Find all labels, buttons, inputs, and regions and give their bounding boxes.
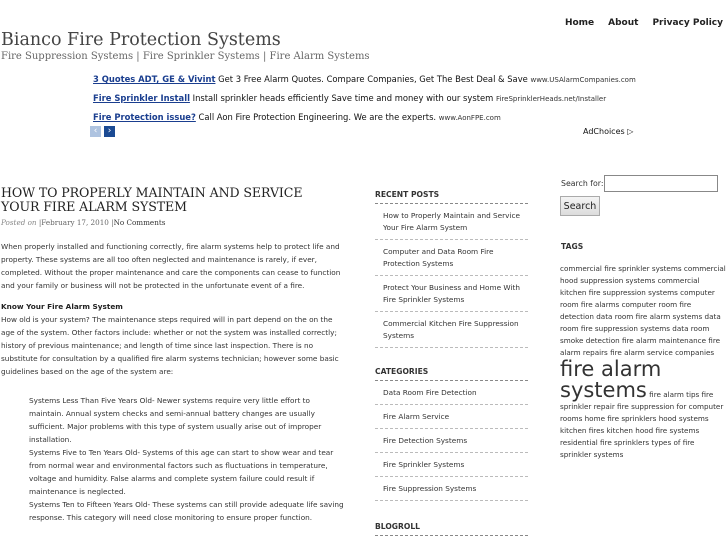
comments-link[interactable]: No Comments <box>113 218 166 227</box>
tag-links[interactable]: fire alarm tips fire sprinkler repair fire suppression for computer rooms home fire sprinklers hood systems kitchen fires kitchen hood fire systems residential fire sprinklers types of fire sprinkler systems <box>560 390 724 459</box>
separator: | <box>38 218 42 227</box>
posted-on-label: Posted on <box>1 218 37 227</box>
recent-post-link[interactable]: Computer and Data Room Fire Protection Systems <box>375 240 528 276</box>
recent-post-link[interactable]: Protect Your Business and Home With Fire Sprinkler Systems <box>375 276 528 312</box>
category-link[interactable]: Fire Detection Systems <box>375 429 528 453</box>
chevron-left-icon[interactable]: ‹ <box>90 126 101 137</box>
search-input[interactable] <box>604 175 718 192</box>
site-description: Fire Suppression Systems | Fire Sprinkler Systems | Fire Alarm Systems <box>1 51 370 62</box>
ad-url[interactable]: FireSprinklerHeads.net/Installer <box>495 95 607 103</box>
nav-home-link[interactable]: Home <box>564 18 595 28</box>
ad-text: Install sprinkler heads efficiently Save time and money with our system <box>192 93 494 103</box>
chevron-right-icon[interactable]: › <box>104 126 115 137</box>
ad-url[interactable]: www.AonFPE.com <box>438 114 501 122</box>
nav-privacy-link[interactable]: Privacy Policy <box>652 18 723 28</box>
tags-title: TAGS <box>561 242 584 251</box>
post-date: February 17, 2010 <box>41 218 109 227</box>
nav-about-link[interactable]: About <box>608 18 639 28</box>
post-quote: Systems Less Than Five Years Old- Newer systems require very little effort to maintain. Annual system checks and semi-annual battery changes are usually sufficient. Major problems with this type of system usually arise out of improper installation. <box>29 396 322 444</box>
post-meta <box>1 218 165 227</box>
blogroll-title: BLOGROLL <box>375 522 528 536</box>
ad-text: Get 3 Free Alarm Quotes. Compare Companies, Get The Best Deal & Save <box>218 74 528 84</box>
tag-link-fire-alarm-systems[interactable]: fire alarm systems <box>560 357 662 402</box>
post-paragraph: When properly installed and functioning correctly, fire alarm systems help to protect life and property. These systems are all too often neglected and maintenance is rarely, if ever, completed. Without the proper maintenance and care the components can cease to function and your family or business will not be protected in the unfortunate event of a fire. <box>1 242 341 290</box>
recent-post-link[interactable]: How to Properly Maintain and Service Your Fire Alarm System <box>375 204 528 240</box>
separator: | <box>111 218 114 227</box>
ad-url[interactable]: www.USAlarmCompanies.com <box>530 76 636 84</box>
recent-post-link[interactable]: Commercial Kitchen Fire Suppression Systems <box>375 312 528 348</box>
ad-title-link[interactable]: Fire Protection issue? <box>93 112 196 122</box>
ad-pagination <box>90 126 115 137</box>
ad-text: Call Aon Fire Protection Engineering. We are the experts. <box>198 112 437 122</box>
categories-list <box>375 381 528 501</box>
categories-title: CATEGORIES <box>375 367 528 381</box>
category-link[interactable]: Fire Suppression Systems <box>375 477 528 501</box>
adchoices-link[interactable]: AdChoices ▷ <box>583 127 634 136</box>
search-button[interactable]: Search <box>560 196 600 216</box>
search-label: Search for: <box>561 179 604 188</box>
recent-posts-title: RECENT POSTS <box>375 190 528 204</box>
category-link[interactable]: Data Room Fire Detection <box>375 381 528 405</box>
recent-posts-list <box>375 204 528 348</box>
post-quote: Systems Five to Ten Years Old- Systems of this age can start to show wear and tear from normal wear and environmental factors such as fluctuations in temperature, voltage and humidity. False alarms and complete system failure could result if maintenance is neglected. <box>29 448 334 496</box>
tag-links[interactable]: commercial fire sprinkler systems commercial hood suppression systems commercial kitchen fire suppression systems computer room fire alarms computer room fire detection data room fire alarm systems data room fire suppression systems data room smoke detection fire alarm maintenance fire alarm repairs fire alarm service companies <box>560 264 726 357</box>
post-subheading: Know Your Fire Alarm System <box>1 302 123 311</box>
post-paragraph: How old is your system? The maintenance steps required will in part depend on the on the age of the system. Other factors include: whether or not the system was installed correctly; history of previous maintenance; and length of time since last inspection. There is no substitute for consultation by a qualified fire alarm systems technician; however some basic guidelines based on the age of the system are: <box>1 315 339 376</box>
post-quote: Systems Ten to Fifteen Years Old- These systems can still provide adequate life saving response. This category will need close monitoring to ensure proper function. <box>29 500 344 522</box>
ad-title-link[interactable]: Fire Sprinkler Install <box>93 93 190 103</box>
ad-title-link[interactable]: 3 Quotes ADT, GE & Vivint <box>93 74 216 84</box>
ad-item <box>93 92 636 111</box>
post-title[interactable]: HOW TO PROPERLY MAINTAIN AND SERVICE YOUR FIRE ALARM SYSTEM <box>1 185 303 214</box>
top-navigation <box>565 18 723 28</box>
tag-cloud <box>560 263 726 461</box>
category-link[interactable]: Fire Alarm Service <box>375 405 528 429</box>
sidebar-middle <box>375 190 528 536</box>
ad-block <box>93 73 636 130</box>
site-title[interactable]: Bianco Fire Protection Systems <box>1 30 281 50</box>
ad-item <box>93 111 636 130</box>
post-body <box>1 240 346 524</box>
ad-item <box>93 73 636 92</box>
category-link[interactable]: Fire Sprinkler Systems <box>375 453 528 477</box>
